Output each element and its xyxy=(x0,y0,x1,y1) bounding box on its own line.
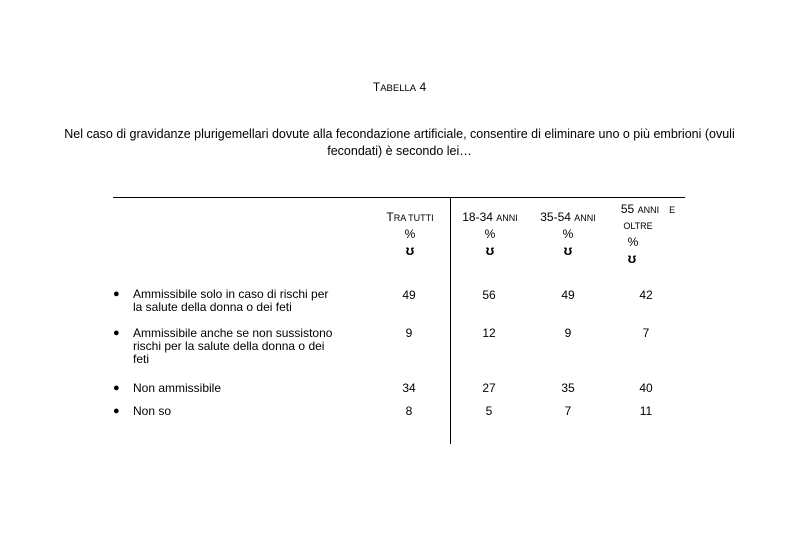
cell-value: 42 xyxy=(639,288,653,302)
table-label xyxy=(0,80,799,94)
bullet-icon: ● xyxy=(113,405,120,417)
bullet-icon: ● xyxy=(113,327,120,339)
cell-value: 49 xyxy=(402,288,416,302)
cell-value: 35 xyxy=(561,381,575,395)
header-e: E xyxy=(669,205,676,215)
header-glyph: ʊ xyxy=(485,242,495,258)
row-label-line: rischi per la salute della donna o dei xyxy=(133,339,325,353)
row-label-line: feti xyxy=(133,352,150,366)
header-age: 18-34 xyxy=(462,210,493,224)
header-label: RA TUTTI xyxy=(393,213,434,223)
cell-value: 12 xyxy=(482,326,496,340)
header-percent: % xyxy=(404,227,416,241)
row-label-line: la salute della donna o dei feti xyxy=(133,300,292,314)
row-label-line: Ammissibile solo in caso di rischi per xyxy=(133,287,329,301)
header-percent: % xyxy=(484,227,496,241)
header-percent: % xyxy=(562,227,574,241)
header-glyph: ʊ xyxy=(563,242,573,258)
row-label xyxy=(133,327,367,366)
cell-value: 27 xyxy=(482,381,496,395)
cell-value: 7 xyxy=(642,326,650,340)
header-first-letter: T xyxy=(386,210,394,224)
cell-value: 34 xyxy=(402,381,416,395)
row-label-line: Ammissibile anche se non sussistono xyxy=(133,326,333,340)
table-label-rest: ABELLA xyxy=(380,83,417,94)
header-glyph: ʊ xyxy=(405,242,415,258)
header-anni: ANNI xyxy=(496,213,518,223)
cell-value: 9 xyxy=(405,326,413,340)
header-35-54 xyxy=(533,209,603,258)
header-anni: ANNI xyxy=(637,205,660,215)
header-age: 35-54 xyxy=(540,210,571,224)
row-label: Non ammissibile xyxy=(133,381,222,395)
cell-value: 56 xyxy=(482,288,496,302)
header-percent: % xyxy=(627,235,639,249)
header-18-34 xyxy=(455,209,525,258)
table-number: 4 xyxy=(419,80,427,94)
cell-value: 11 xyxy=(639,404,653,418)
table-vertical-rule xyxy=(450,198,451,444)
cell-value: 9 xyxy=(564,326,572,340)
header-tra-tutti xyxy=(380,209,440,258)
bullet-icon: ● xyxy=(113,382,120,394)
header-55-oltre xyxy=(606,201,690,266)
cell-value: 49 xyxy=(561,288,575,302)
row-label xyxy=(133,288,367,314)
header-glyph: ʊ xyxy=(627,250,637,266)
question-text: Nel caso di gravidanze plurigemellari dovute alla fecondazione artificiale, consentire di eliminare uno o più embrioni (ovuli fecondati) è secondo lei… xyxy=(64,127,735,158)
header-anni: ANNI xyxy=(574,213,596,223)
bullet-icon: ● xyxy=(113,288,120,300)
cell-value: 5 xyxy=(485,404,493,418)
row-label: Non so xyxy=(133,404,172,418)
header-age: 55 xyxy=(620,202,635,216)
header-oltre: OLTRE xyxy=(623,221,653,231)
cell-value: 8 xyxy=(405,404,413,418)
table-top-rule xyxy=(113,197,685,198)
cell-value: 40 xyxy=(639,381,653,395)
table-label-first: T xyxy=(372,80,381,94)
cell-value: 7 xyxy=(564,404,572,418)
